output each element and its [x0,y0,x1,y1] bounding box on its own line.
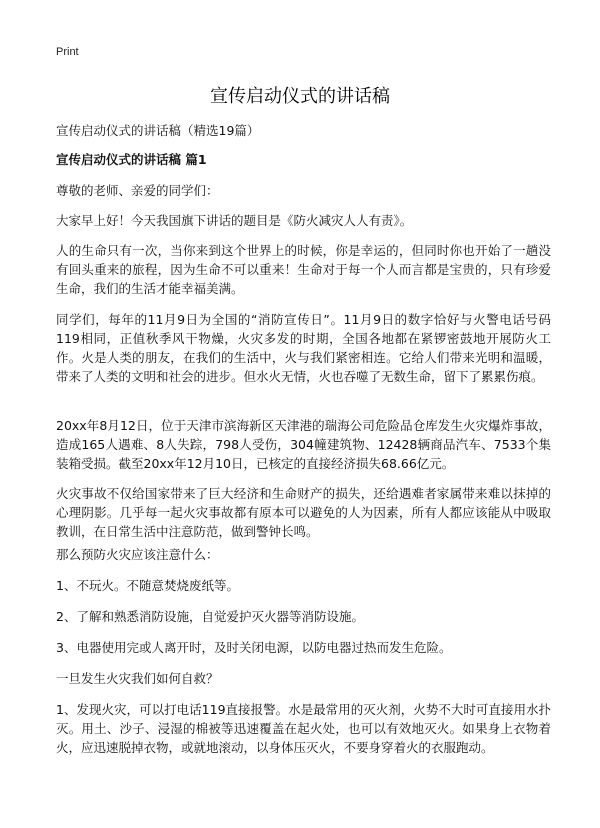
paragraph-fire-day: 同学们，每年的11月9日为全国的“消防宣传日”。11月9日的数字恰好与火警电话号码119相同，正值秋季风干物燥，火灾多发的时期，全国各地都在紧锣密鼓地开展防火工作。火是人类的朋友，在我们的生活中，火与我们紧密相连。它给人们带来光明和温暖，带来了人类的文明和社会的进步。但水火无情，火也吞噬了无数生命，留下了累累伤痕。 [56,312,551,384]
paragraph-tianjin: 20xx年8月12日，位于天津市滨海新区天津港的瑞海公司危险品仓库发生火灾爆炸事故，造成165人遇难、8人失踪，798人受伤，304幢建筑物、12428辆商品汽车、7533个集装箱受损。截至20xx年12月10日，已核定的直接经济损失68.66亿元。 [56,418,551,471]
document-subtitle: 宣传启动仪式的讲话稿（精选19篇） [56,123,260,138]
paragraph-prevention-2: 2、了解和熟悉消防设施，自觉爱护灭火器等消防设施。 [56,609,364,624]
paragraph-lessons: 火灾事故不仅给国家带来了巨大经济和生命财产的损失，还给遇难者家属带来难以抹掉的心理阴影。几乎每一起火灾事故都有原本可以避免的人为因素，所有人都应该能从中吸取教训，在日常生活中注意防范，做到警钟长鸣。 [56,486,551,539]
paragraph-prevention-1: 1、不玩火。不随意焚烧废纸等。 [56,578,239,593]
paragraph-prevention-3: 3、电器使用完或人离开时，及时关闭电源，以防电器过热而发生危险。 [56,640,452,655]
paragraph-salutation: 尊敬的老师、亲爱的同学们： [56,183,219,198]
print-label: Print [56,46,79,58]
paragraph-selfrescue-intro: 一旦发生火灾我们如何自救？ [56,671,219,686]
document-title: 宣传启动仪式的讲话稿 [210,86,390,107]
paragraph-prevention-intro: 那么预防火灾应该注意什么： [56,547,219,562]
paragraph-greeting: 大家早上好！今天我国旗下讲话的题目是《防火减灾人人有责》。 [56,213,413,228]
paragraph-life: 人的生命只有一次，当你来到这个世界上的时候，你是幸运的，但同时你也开始了一趟没有回头重来的旅程，因为生命不可以重来！生命对于每一个人而言都是宝贵的，只有珍爱生命，我们的生活才能幸福美满。 [56,243,551,296]
section-heading: 宣传启动仪式的讲话稿 篇1 [56,152,207,167]
paragraph-selfrescue-1: 1、发现火灾，可以打电话119直接报警。水是最常用的灭火剂，火势不大时可直接用水扑灭。用土、沙子、浸湿的棉被等迅速覆盖在起火处，也可以有效地灭火。如果身上衣物着火，应迅速脱掉衣物，或就地滚动，以身体压灭火，不要身穿着火的衣服跑动。 [56,702,551,755]
